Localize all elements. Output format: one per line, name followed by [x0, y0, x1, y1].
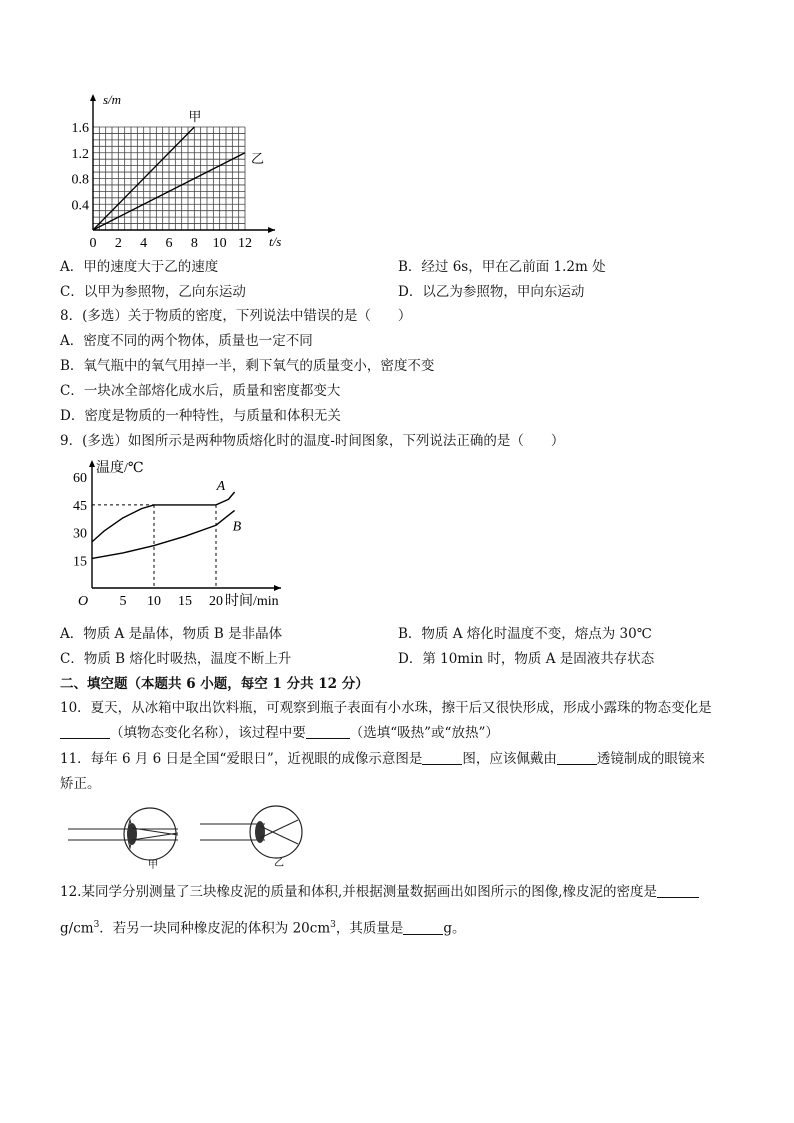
answer-blank[interactable] [557, 750, 597, 765]
q11-text-c: 透镜制成的眼镜来 [596, 751, 705, 767]
q8-stem: 8．(多选）关于物质的密度，下列说法中错误的是（ ） [60, 308, 412, 324]
y-axis-label: s/m [103, 92, 122, 107]
x-tick-label: 10 [212, 236, 227, 251]
q11-line1 [60, 750, 705, 768]
y-tick-label: 15 [73, 554, 87, 570]
x-axis-label: 时间/min [225, 594, 279, 609]
answer-blank[interactable] [657, 883, 699, 898]
x-axis-label: t/s [269, 234, 282, 249]
q9-option-c: C．物质 B 熔化时吸热，温度不断上升 [60, 651, 292, 667]
q9-option-a: A．物质 A 是晶体，物质 B 是非晶体 [60, 626, 283, 642]
tt-dashes [92, 505, 216, 588]
series-line [92, 510, 235, 558]
q7-option-a: A．甲的速度大于乙的速度 [60, 259, 219, 275]
q11-text-b: 图，应该佩戴由 [462, 751, 557, 767]
x-tick-label: 10 [147, 594, 161, 609]
q12-text-c: g。 [443, 920, 466, 937]
answer-blank[interactable] [60, 724, 110, 739]
q9-option-b: B．物质 A 熔化时温度不变，熔点为 30℃ [398, 626, 652, 642]
origin-label: O [78, 594, 89, 609]
q11-line2: 矫正。 [60, 776, 101, 792]
answer-blank[interactable] [306, 724, 350, 739]
y-axis-arrow [90, 94, 96, 101]
y-tick-label: 30 [73, 526, 87, 542]
st-graph [60, 92, 300, 252]
answer-blank[interactable] [422, 750, 462, 765]
q8-option-a: A．密度不同的两个物体，质量也一定不同 [60, 333, 313, 349]
q10-line1: 10．夏天，从冰箱中取出饮料瓶，可观察到瓶子表面有小水珠，擦干后又很快形成，形成小露珠的物态变化是 [60, 700, 712, 716]
q8-option-b: B．氧气瓶中的氧气用掉一半，剩下氧气的质量变小，密度不变 [60, 358, 435, 374]
eye-diagram-left [68, 808, 178, 870]
st-grid [93, 127, 245, 230]
q8-option-d: D．密度是物质的一种特性，与质量和体积无关 [60, 408, 341, 424]
q12-text-b: ，其质量是 [335, 920, 404, 937]
series-label: 乙 [251, 150, 265, 166]
y-axis-arrow [89, 460, 95, 467]
q12-unit: g/cm [60, 920, 94, 937]
q7-option-b: B．经过 6s，甲在乙前面 1.2m 处 [398, 259, 606, 275]
x-tick-label: 4 [140, 236, 148, 251]
y-tick-label: 0.4 [71, 198, 89, 214]
st-ticks [72, 121, 253, 251]
tt-axes [78, 459, 281, 609]
y-axis-label: 温度/℃ [96, 461, 144, 476]
x-axis-arrow [274, 585, 281, 591]
q12-sup-1: 3 [93, 920, 100, 930]
melting-graph [60, 458, 300, 610]
q12-sup-2: 3 [330, 920, 336, 930]
x-tick-label: 2 [114, 236, 122, 251]
tt-lines [92, 479, 242, 558]
series-label: 甲 [188, 109, 202, 124]
eye-label-left: 甲 [148, 860, 158, 870]
eye-label-right: 乙 [274, 858, 284, 869]
x-tick-label: 8 [190, 236, 198, 251]
q7-option-d: D．以乙为参照物，甲向东运动 [398, 284, 585, 300]
y-tick-label: 1.6 [71, 121, 89, 136]
eye-diagrams [60, 800, 330, 870]
x-tick-label: 20 [209, 594, 223, 609]
x-tick-label: 12 [238, 236, 252, 251]
q12-text-a: ．若另一块同种橡皮泥的体积为 20cm [99, 920, 331, 937]
q10-text-b: （选填“吸热”或“放热”） [349, 725, 499, 741]
q7-option-c: C．以甲为参照物，乙向东运动 [60, 284, 246, 300]
y-tick-label: 1.2 [71, 146, 89, 162]
section-title: 二、填空题（本题共 6 小题，每空 1 分共 12 分） [60, 676, 369, 692]
q10-line2 [60, 724, 499, 742]
q11-text-a: 11．每年 6 月 6 日是全国“爱眼日”，近视眼的成像示意图是 [60, 751, 423, 767]
eye-diagram-right [200, 806, 302, 869]
y-tick-label: 45 [73, 498, 87, 514]
y-tick-label: 60 [73, 471, 87, 487]
x-tick-label: 5 [119, 594, 127, 609]
q9-stem: 9．(多选）如图所示是两种物质熔化时的温度-时间图象，下列说法正确的是（ ） [60, 433, 565, 449]
x-tick-label: 15 [178, 594, 192, 609]
q10-text-a: （填物态变化名称），该过程中要 [110, 725, 306, 741]
x-tick-label: 0 [89, 236, 97, 251]
q8-option-c: C．一块冰全部熔化成水后，质量和密度都变大 [60, 383, 341, 399]
q12-line1 [60, 883, 699, 901]
x-tick-label: 6 [165, 236, 173, 251]
series-line [92, 492, 235, 542]
y-tick-label: 0.8 [71, 172, 89, 188]
series-label: A [216, 479, 226, 494]
series-label: B [232, 519, 242, 535]
x-axis-arrow [268, 227, 275, 233]
q12-line2 [60, 916, 466, 938]
q12-text-1: 12.某同学分别测量了三块橡皮泥的质量和体积,并根据测量数据画出如图所示的图像,橡皮泥的密度是 [60, 884, 658, 900]
q9-option-d: D．第 10min 时，物质 A 是固液共存状态 [398, 651, 655, 667]
answer-blank[interactable] [403, 920, 443, 935]
